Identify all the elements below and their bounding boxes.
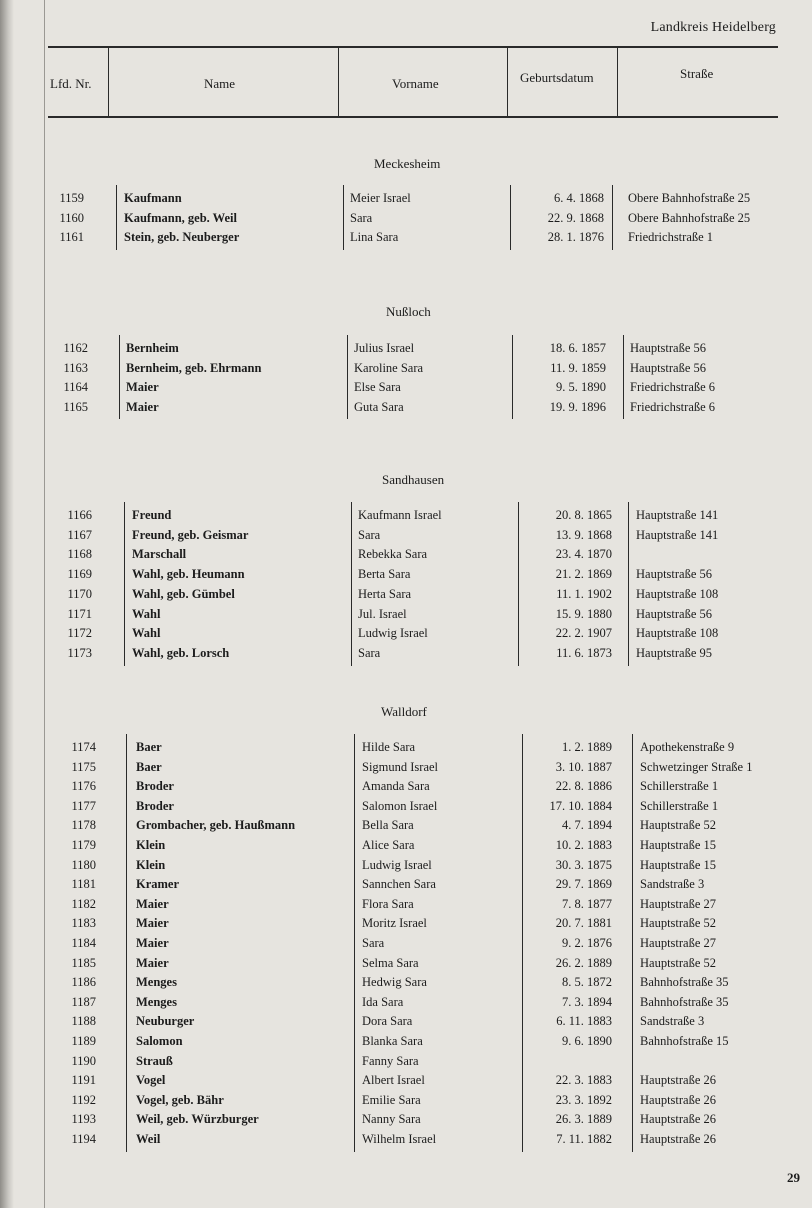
vorname-cell: Jul. Israel: [358, 606, 407, 621]
column-divider: [116, 185, 117, 250]
vorname-cell: Hilde Sara: [362, 740, 416, 754]
geburtsdatum-cell: 18. 6. 1857: [549, 341, 606, 355]
geburtsdatum-cell: 9. 6. 1890: [562, 1034, 612, 1048]
name-cell: Menges: [136, 975, 177, 990]
vorname-cell: Fanny Sara: [362, 1053, 419, 1068]
strasse-cell: Hauptstraße 27: [640, 936, 717, 950]
lfd-nr-cell: 1168: [67, 547, 92, 562]
vorname-cell: Bella Sara: [362, 818, 414, 833]
geburtsdatum-cell: 23. 3. 1892: [555, 1092, 612, 1107]
strasse-cell: Schillerstraße 1: [640, 798, 719, 813]
name-cell: Klein: [136, 857, 166, 872]
header-divider: [617, 48, 618, 116]
strasse-cell: Bahnhofstraße 15: [640, 1034, 729, 1048]
name-cell: Neuburger: [136, 1014, 195, 1029]
name-cell: Vogel: [136, 1073, 166, 1088]
name-cell: Kramer: [136, 877, 180, 892]
name-cell: Broder: [136, 798, 174, 813]
geburtsdatum-cell: 7. 8. 1877: [562, 896, 612, 911]
geburtsdatum-cell: 7. 11. 1882: [556, 1132, 612, 1146]
header-divider: [507, 48, 508, 116]
strasse-cell: Friedrichstraße 1: [628, 230, 714, 244]
vorname-cell: Ida Sara: [362, 994, 404, 1009]
strasse-cell: Obere Bahnhofstraße 25: [628, 210, 751, 225]
lfd-nr-cell: 1174: [71, 740, 96, 754]
column-divider: [628, 502, 629, 666]
name-cell: Kaufmann, geb. Weil: [124, 210, 237, 225]
strasse-cell: Hauptstraße 56: [630, 341, 707, 355]
vorname-cell: Sara: [350, 210, 373, 225]
name-cell: Maier: [136, 916, 169, 931]
name-cell: Strauß: [136, 1053, 173, 1068]
geburtsdatum-cell: 28. 1. 1876: [547, 230, 604, 244]
lfd-nr-cell: 1189: [71, 1034, 96, 1048]
lfd-nr-cell: 1172: [67, 626, 92, 641]
vorname-cell: Flora Sara: [362, 896, 414, 911]
name-cell: Maier: [136, 896, 169, 911]
column-divider: [623, 335, 624, 419]
strasse-cell: Hauptstraße 52: [640, 955, 717, 970]
geburtsdatum-cell: 8. 5. 1872: [562, 975, 612, 990]
strasse-cell: Hauptstraße 26: [640, 1112, 717, 1127]
lfd-nr-cell: 1171: [67, 606, 92, 621]
geburtsdatum-cell: 21. 2. 1869: [555, 567, 612, 582]
strasse-cell: Schillerstraße 1: [640, 779, 719, 794]
binding-line: [44, 0, 45, 1208]
column-divider: [632, 734, 633, 1152]
lfd-nr-cell: 1165: [63, 399, 88, 414]
name-cell: Wahl: [132, 626, 161, 641]
strasse-cell: Hauptstraße 52: [640, 818, 717, 833]
geburtsdatum-cell: 26. 3. 1889: [555, 1112, 612, 1127]
name-cell: Salomon: [136, 1034, 183, 1048]
strasse-cell: Hauptstraße 26: [640, 1092, 717, 1107]
name-cell: Maier: [126, 399, 159, 414]
lfd-nr-cell: 1185: [71, 955, 96, 970]
strasse-cell: Hauptstraße 26: [640, 1132, 717, 1146]
column-divider: [354, 734, 355, 1152]
vorname-cell: Blanka Sara: [362, 1034, 423, 1048]
column-divider: [124, 502, 125, 666]
vorname-cell: Salomon Israel: [362, 798, 438, 813]
geburtsdatum-cell: 15. 9. 1880: [555, 606, 612, 621]
vorname-cell: Ludwig Israel: [358, 626, 428, 641]
geburtsdatum-cell: 30. 3. 1875: [555, 857, 612, 872]
header-divider: [338, 48, 339, 116]
vorname-cell: Sannchen Sara: [362, 877, 436, 892]
table-header-bottom-rule: [48, 116, 778, 118]
name-cell: Kaufmann: [124, 191, 182, 205]
lfd-nr-cell: 1177: [71, 798, 96, 813]
geburtsdatum-cell: 22. 3. 1883: [555, 1073, 612, 1088]
lfd-nr-cell: 1169: [67, 567, 92, 582]
column-divider: [347, 335, 348, 419]
lfd-nr-cell: 1166: [67, 508, 92, 522]
column-divider: [119, 335, 120, 419]
geburtsdatum-cell: 6. 4. 1868: [554, 191, 604, 205]
page-header-title: Landkreis Heidelberg: [650, 20, 776, 35]
book-binding-shadow: [0, 0, 14, 1208]
vorname-cell: Alice Sara: [362, 838, 415, 852]
name-cell: Wahl, geb. Heumann: [132, 567, 245, 582]
strasse-cell: Hauptstraße 52: [640, 916, 717, 931]
vorname-cell: Hedwig Sara: [362, 975, 427, 990]
strasse-cell: Hauptstraße 15: [640, 857, 717, 872]
strasse-cell: Obere Bahnhofstraße 25: [628, 191, 751, 205]
column-header-vorname: Vorname: [392, 76, 439, 91]
geburtsdatum-cell: 22. 8. 1886: [555, 779, 612, 794]
geburtsdatum-cell: 20. 8. 1865: [555, 508, 612, 522]
column-header-strasse: Straße: [680, 66, 714, 81]
geburtsdatum-cell: 20. 7. 1881: [555, 916, 612, 931]
strasse-cell: Hauptstraße 56: [636, 567, 713, 582]
lfd-nr-cell: 1164: [63, 380, 88, 394]
lfd-nr-cell: 1170: [67, 586, 92, 601]
lfd-nr-cell: 1179: [71, 838, 96, 852]
vorname-cell: Selma Sara: [362, 955, 419, 970]
lfd-nr-cell: 1183: [71, 916, 96, 931]
section-place-name: Nußloch: [386, 304, 431, 319]
name-cell: Freund: [132, 508, 172, 522]
column-header-lfd-nr: Lfd. Nr.: [50, 76, 92, 91]
vorname-cell: Nanny Sara: [362, 1112, 421, 1127]
vorname-cell: Herta Sara: [358, 586, 412, 601]
name-cell: Maier: [136, 955, 169, 970]
name-cell: Vogel, geb. Bähr: [136, 1092, 224, 1107]
vorname-cell: Dora Sara: [362, 1014, 413, 1029]
lfd-nr-cell: 1186: [71, 975, 96, 990]
column-divider: [343, 185, 344, 250]
lfd-nr-cell: 1163: [63, 360, 88, 375]
lfd-nr-cell: 1160: [59, 210, 84, 225]
geburtsdatum-cell: 17. 10. 1884: [549, 798, 612, 813]
vorname-cell: Kaufmann Israel: [358, 508, 442, 522]
strasse-cell: Hauptstraße 56: [630, 360, 707, 375]
column-divider: [510, 185, 511, 250]
lfd-nr-cell: 1178: [71, 818, 96, 833]
vorname-cell: Meier Israel: [350, 191, 411, 205]
geburtsdatum-cell: 10. 2. 1883: [555, 838, 612, 852]
name-cell: Weil, geb. Würzburger: [136, 1112, 259, 1127]
geburtsdatum-cell: 9. 2. 1876: [562, 936, 612, 950]
lfd-nr-cell: 1176: [71, 779, 96, 794]
geburtsdatum-cell: 7. 3. 1894: [562, 994, 612, 1009]
strasse-cell: Apothekenstraße 9: [640, 740, 735, 754]
strasse-cell: Hauptstraße 141: [636, 508, 719, 522]
geburtsdatum-cell: 9. 5. 1890: [556, 380, 606, 394]
lfd-nr-cell: 1184: [71, 936, 96, 950]
vorname-cell: Moritz Israel: [362, 916, 427, 931]
lfd-nr-cell: 1192: [71, 1092, 96, 1107]
vorname-cell: Karoline Sara: [354, 360, 424, 375]
vorname-cell: Berta Sara: [358, 567, 411, 582]
column-divider: [612, 185, 613, 250]
strasse-cell: Friedrichstraße 6: [630, 399, 716, 414]
strasse-cell: Schwetzinger Straße 1: [640, 759, 753, 774]
name-cell: Bernheim, geb. Ehrmann: [126, 360, 262, 375]
column-divider: [522, 734, 523, 1152]
lfd-nr-cell: 1194: [71, 1132, 96, 1146]
vorname-cell: Sara: [362, 936, 385, 950]
name-cell: Bernheim: [126, 341, 179, 355]
name-cell: Baer: [136, 759, 162, 774]
lfd-nr-cell: 1175: [71, 759, 96, 774]
strasse-cell: Hauptstraße 27: [640, 896, 717, 911]
geburtsdatum-cell: 22. 9. 1868: [547, 210, 604, 225]
geburtsdatum-cell: 23. 4. 1870: [555, 547, 612, 562]
section-place-name: Walldorf: [381, 704, 427, 719]
lfd-nr-cell: 1173: [67, 645, 92, 660]
column-divider: [351, 502, 352, 666]
strasse-cell: Hauptstraße 56: [636, 606, 713, 621]
name-cell: Broder: [136, 779, 174, 794]
geburtsdatum-cell: 11. 6. 1873: [556, 645, 612, 660]
lfd-nr-cell: 1159: [59, 191, 84, 205]
lfd-nr-cell: 1191: [71, 1073, 96, 1088]
vorname-cell: Amanda Sara: [362, 779, 430, 794]
strasse-cell: Sandstraße 3: [640, 1014, 705, 1029]
lfd-nr-cell: 1167: [67, 527, 92, 542]
lfd-nr-cell: 1181: [71, 877, 96, 892]
name-cell: Baer: [136, 740, 162, 754]
geburtsdatum-cell: 3. 10. 1887: [555, 759, 612, 774]
vorname-cell: Else Sara: [354, 380, 401, 394]
vorname-cell: Sara: [358, 645, 381, 660]
geburtsdatum-cell: 11. 9. 1859: [550, 360, 606, 375]
name-cell: Maier: [136, 936, 169, 950]
vorname-cell: Albert Israel: [362, 1073, 425, 1088]
strasse-cell: Bahnhofstraße 35: [640, 975, 729, 990]
strasse-cell: Sandstraße 3: [640, 877, 705, 892]
vorname-cell: Guta Sara: [354, 399, 404, 414]
strasse-cell: Hauptstraße 108: [636, 586, 719, 601]
vorname-cell: Wilhelm Israel: [362, 1132, 437, 1146]
name-cell: Grombacher, geb. Haußmann: [136, 818, 296, 833]
vorname-cell: Ludwig Israel: [362, 857, 432, 872]
vorname-cell: Sigmund Israel: [362, 759, 439, 774]
geburtsdatum-cell: 1. 2. 1889: [562, 740, 612, 754]
geburtsdatum-cell: 29. 7. 1869: [555, 877, 612, 892]
section-place-name: Sandhausen: [382, 472, 445, 487]
lfd-nr-cell: 1161: [59, 230, 84, 244]
lfd-nr-cell: 1180: [71, 857, 96, 872]
lfd-nr-cell: 1162: [63, 341, 88, 355]
geburtsdatum-cell: 13. 9. 1868: [555, 527, 612, 542]
name-cell: Stein, geb. Neuberger: [124, 230, 240, 244]
strasse-cell: Hauptstraße 108: [636, 626, 719, 641]
vorname-cell: Julius Israel: [354, 341, 415, 355]
column-divider: [518, 502, 519, 666]
lfd-nr-cell: 1193: [71, 1112, 96, 1127]
column-divider: [126, 734, 127, 1152]
column-header-geburtsdatum: Geburtsdatum: [520, 70, 594, 85]
column-divider: [512, 335, 513, 419]
column-header-name: Name: [204, 76, 236, 91]
geburtsdatum-cell: 4. 7. 1894: [562, 818, 612, 833]
strasse-cell: Hauptstraße 141: [636, 527, 719, 542]
name-cell: Maier: [126, 380, 159, 394]
geburtsdatum-cell: 11. 1. 1902: [556, 586, 612, 601]
geburtsdatum-cell: 26. 2. 1889: [555, 955, 612, 970]
geburtsdatum-cell: 19. 9. 1896: [549, 399, 606, 414]
vorname-cell: Sara: [358, 527, 381, 542]
name-cell: Wahl, geb. Gümbel: [132, 586, 235, 601]
page-number: 29: [787, 1170, 800, 1185]
vorname-cell: Lina Sara: [350, 230, 399, 244]
lfd-nr-cell: 1188: [71, 1014, 96, 1029]
strasse-cell: Friedrichstraße 6: [630, 380, 716, 394]
section-place-name: Meckesheim: [374, 156, 441, 171]
geburtsdatum-cell: 22. 2. 1907: [555, 626, 612, 641]
lfd-nr-cell: 1190: [71, 1053, 96, 1068]
vorname-cell: Rebekka Sara: [358, 547, 428, 562]
table-top-rule: [48, 46, 778, 48]
strasse-cell: Hauptstraße 26: [640, 1073, 717, 1088]
strasse-cell: Bahnhofstraße 35: [640, 994, 729, 1009]
vorname-cell: Emilie Sara: [362, 1092, 421, 1107]
header-divider: [108, 48, 109, 116]
lfd-nr-cell: 1187: [71, 994, 96, 1009]
name-cell: Klein: [136, 838, 166, 852]
name-cell: Menges: [136, 994, 177, 1009]
name-cell: Freund, geb. Geismar: [132, 527, 249, 542]
strasse-cell: Hauptstraße 15: [640, 838, 717, 852]
name-cell: Weil: [136, 1132, 161, 1146]
lfd-nr-cell: 1182: [71, 896, 96, 911]
name-cell: Wahl: [132, 606, 161, 621]
name-cell: Marschall: [132, 547, 187, 562]
geburtsdatum-cell: 6. 11. 1883: [556, 1014, 612, 1029]
strasse-cell: Hauptstraße 95: [636, 645, 713, 660]
name-cell: Wahl, geb. Lorsch: [132, 645, 230, 660]
